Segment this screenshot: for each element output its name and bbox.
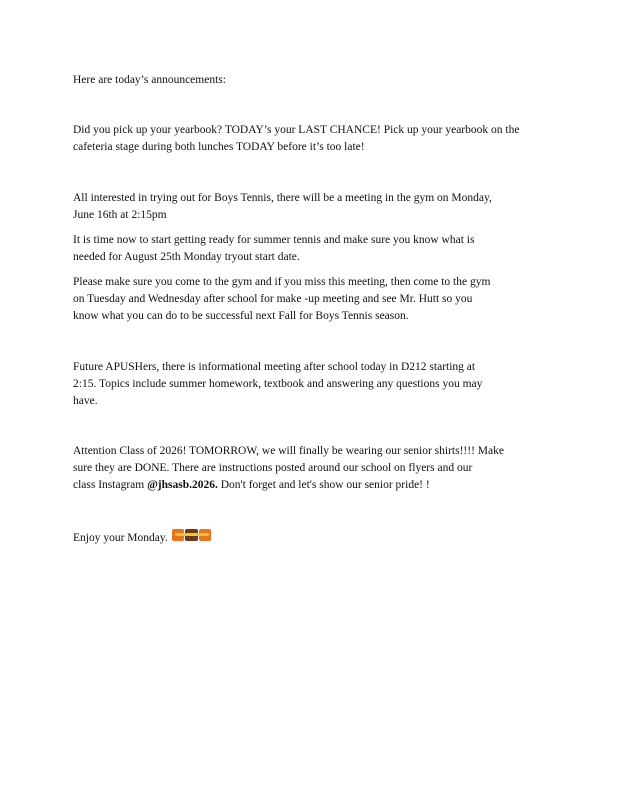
seniors-line-1: Attention Class of 2026! TOMORROW, we will finally be wearing our senior shirts!!!! Make (73, 445, 504, 457)
tennis-line-2: June 16th at 2:15pm (73, 209, 167, 221)
seniors-line-3-prefix: class Instagram (73, 479, 148, 491)
tennis-line-3: It is time now to start getting ready for summer tennis and make sure you know what is (73, 234, 475, 246)
tennis-line-7: know what you can do to be successful next Fall for Boys Tennis season. (73, 310, 409, 322)
intro-text: Here are today’s announcements: (73, 74, 226, 86)
seniors-line-2: sure they are DONE. There are instructions posted around our school on flyers and our (73, 462, 473, 474)
apush-line-3: have. (73, 395, 98, 407)
tennis-line-6: on Tuesday and Wednesday after school for make -up meeting and see Mr. Hutt so you (73, 293, 473, 305)
yearbook-line-1: Did you pick up your yearbook? TODAY’s your LAST CHANCE! Pick up your yearbook on the (73, 124, 520, 136)
emoji-icon (172, 529, 212, 543)
closing-line (73, 529, 212, 545)
tennis-line-4: needed for August 25th Monday tryout start date. (73, 251, 300, 263)
seniors-line-3 (73, 478, 430, 492)
instagram-handle: @jhsasb.2026. (147, 479, 218, 491)
seniors-line-3-suffix: Don't forget and let's show our senior pride! ! (217, 479, 430, 491)
apush-line-2: 2:15. Topics include summer homework, textbook and answering any questions you may (73, 378, 483, 390)
tennis-line-1: All interested in trying out for Boys Tennis, there will be a meeting in the gym on Monday, (73, 192, 492, 204)
tennis-line-5: Please make sure you come to the gym and if you miss this meeting, then come to the gym (73, 276, 491, 288)
yearbook-line-2: cafeteria stage during both lunches TODAY before it’s too late! (73, 141, 365, 153)
apush-line-1: Future APUSHers, there is informational meeting after school today in D212 starting at (73, 361, 476, 373)
closing-text: Enjoy your Monday. (73, 532, 168, 544)
